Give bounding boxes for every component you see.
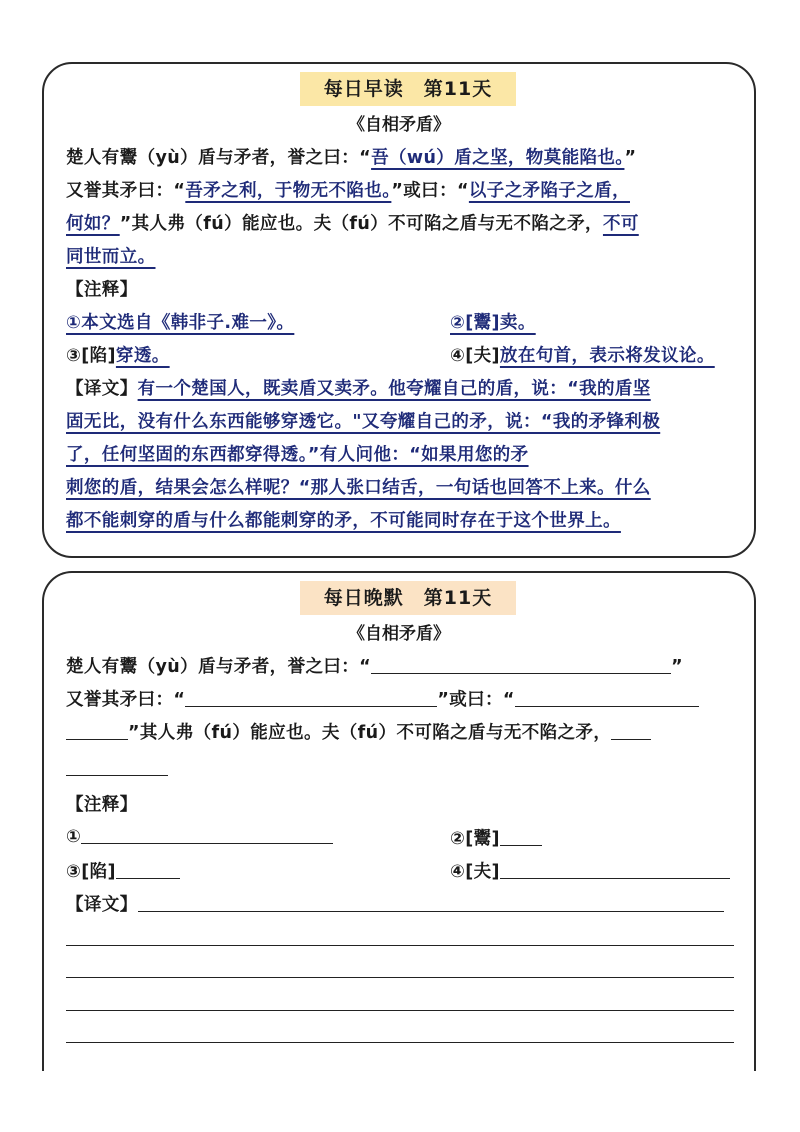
- morning-title: 每日早读 第11天: [300, 72, 516, 106]
- morning-note-2: [450, 309, 536, 334]
- morning-translation-line-3: [66, 441, 529, 466]
- evening-text-line-2: [66, 686, 699, 711]
- text-segment: ”其人弗（fú）能应也。夫（fú）不可陷之盾与无不陷之矛，: [119, 214, 603, 234]
- evening-note-2: [450, 825, 542, 850]
- translation-text: 固无比，没有什么东西能够穿透它。"又夸耀自己的矛，说：“我的矛锋利极: [66, 412, 661, 432]
- fill-blank[interactable]: [81, 825, 333, 844]
- translation-blank-line[interactable]: [66, 1010, 734, 1011]
- fill-blank[interactable]: [371, 655, 671, 674]
- translation-blank-line[interactable]: [66, 945, 734, 946]
- fill-blank[interactable]: [515, 688, 699, 707]
- morning-translation-line-1: [66, 375, 651, 400]
- evening-note-4: [450, 858, 730, 883]
- text-segment: ”或曰：“: [391, 181, 469, 201]
- morning-note-3: [66, 342, 170, 367]
- translation-blank-line[interactable]: [66, 977, 734, 978]
- text-segment: 又誉其矛曰：“: [66, 181, 186, 201]
- evening-translation-line-1: [66, 891, 724, 916]
- morning-translation-line-4: [66, 474, 651, 499]
- note-term: ④[夫]: [450, 862, 500, 882]
- evening-title: 每日晚默 第11天: [300, 581, 516, 615]
- fill-blank[interactable]: [611, 721, 651, 740]
- evening-dictation-card: [42, 571, 756, 1071]
- text-segment: ”或曰：“: [437, 690, 515, 710]
- translation-text: 刺您的盾，结果会怎么样呢？“那人张口结舌，一句话也回答不上来。什么: [66, 478, 651, 498]
- highlighted-phrase: 不可: [602, 214, 639, 234]
- text-segment: 楚人有鬻（yù）盾与矛者，誉之曰：“: [66, 148, 372, 168]
- text-segment: ”: [671, 657, 683, 677]
- fill-blank[interactable]: [185, 688, 437, 707]
- evening-text-line-3: [66, 719, 651, 744]
- fill-blank[interactable]: [500, 827, 542, 846]
- translation-text: 了，任何坚固的东西都穿得透。”有人问他：“如果用您的矛: [66, 445, 529, 465]
- morning-note-4: [450, 342, 715, 367]
- morning-reading-card: [42, 62, 756, 558]
- note-text: ①本文选自《韩非子.难一》。: [66, 313, 295, 333]
- morning-text-line-1: [66, 144, 636, 169]
- evening-note-1: [66, 825, 333, 847]
- highlighted-phrase: 以子之矛陷子之盾，: [468, 181, 630, 201]
- morning-text-line-2: [66, 177, 630, 202]
- note-term: ①: [66, 827, 82, 847]
- morning-subtitle: 《自相矛盾》: [348, 115, 450, 135]
- fill-blank[interactable]: [500, 860, 730, 879]
- note-text: 穿透。: [115, 346, 170, 366]
- morning-note-1: [66, 309, 294, 334]
- note-text: ②[鬻]卖。: [450, 313, 536, 333]
- evening-note-3: [66, 858, 180, 883]
- translation-label: 【译文】: [66, 379, 138, 399]
- translation-text: 都不能刺穿的盾与什么都能刺穿的矛，不可能同时存在于这个世界上。: [66, 511, 621, 531]
- text-segment: ”: [624, 148, 637, 168]
- morning-translation-line-5: [66, 507, 621, 532]
- note-term: ②[鬻]: [450, 829, 500, 849]
- fill-blank[interactable]: [116, 860, 180, 879]
- fill-blank[interactable]: [138, 893, 724, 912]
- text-segment: 又誉其矛曰：“: [66, 690, 186, 710]
- evening-subtitle: 《自相矛盾》: [348, 624, 450, 644]
- fill-blank[interactable]: [66, 721, 128, 740]
- evening-text-line-1: [66, 653, 683, 678]
- highlighted-phrase: 吾（wú）盾之坚，物莫能陷也。: [371, 148, 625, 168]
- note-text: 放在句首，表示将发议论。: [499, 346, 715, 366]
- morning-notes-label: 【注释】: [66, 280, 138, 300]
- morning-text-line-4: [66, 243, 156, 268]
- evening-notes-label: 【注释】: [66, 795, 138, 815]
- fill-blank[interactable]: [66, 775, 168, 776]
- note-term: ④[夫]: [450, 346, 500, 366]
- text-segment: 楚人有鬻（yù）盾与矛者，誉之曰：“: [66, 657, 372, 677]
- translation-text: 有一个楚国人，既卖盾又卖矛。他夸耀自己的盾，说：“我的盾坚: [137, 379, 651, 399]
- note-term: ③[陷]: [66, 862, 116, 882]
- translation-blank-line[interactable]: [66, 1042, 734, 1043]
- highlighted-phrase: 何如？: [66, 214, 120, 234]
- highlighted-phrase: 同世而立。: [66, 247, 156, 267]
- translation-label: 【译文】: [66, 895, 138, 915]
- note-term: ③[陷]: [66, 346, 116, 366]
- morning-text-line-3: [66, 210, 639, 235]
- highlighted-phrase: 吾矛之利，于物无不陷也。: [185, 181, 392, 201]
- morning-translation-line-2: [66, 408, 660, 433]
- text-segment: ”其人弗（fú）能应也。夫（fú）不可陷之盾与无不陷之矛，: [128, 723, 612, 743]
